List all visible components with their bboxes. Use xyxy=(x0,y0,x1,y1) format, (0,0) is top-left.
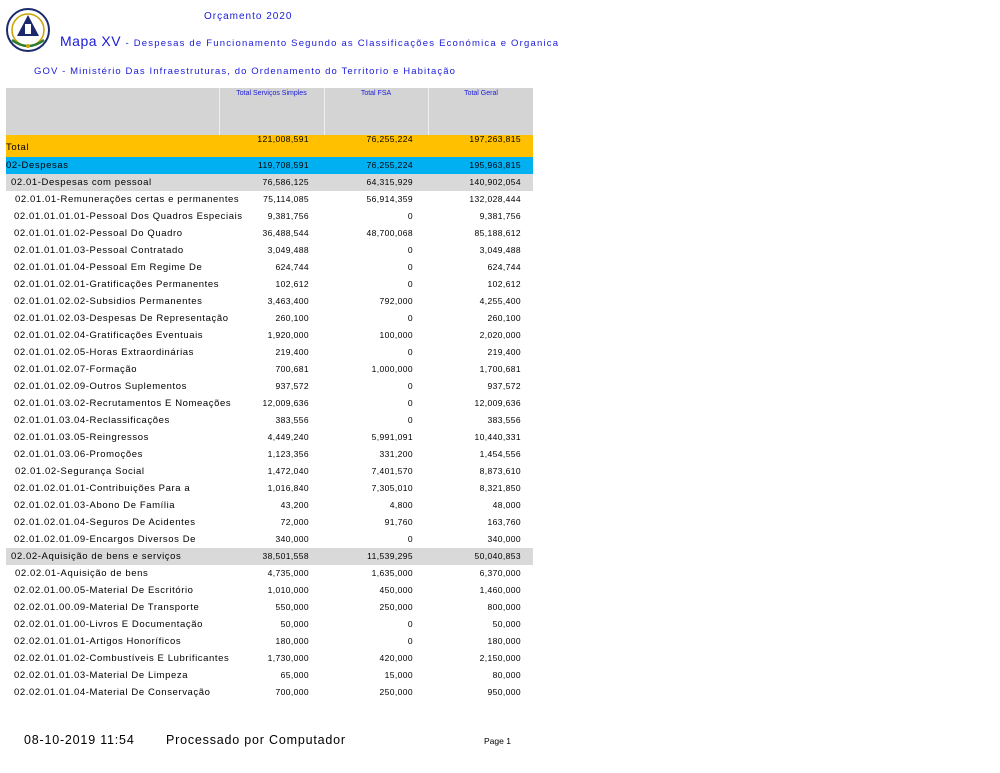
table-row xyxy=(6,135,533,157)
value-total-fsa: 1,635,000 xyxy=(371,568,413,578)
value-total-fsa: 0 xyxy=(407,398,413,408)
value-total-geral: 2,150,000 xyxy=(479,653,521,663)
value-total-servicos-simples: 1,472,040 xyxy=(267,466,309,476)
value-total-servicos-simples: 3,049,488 xyxy=(267,245,309,255)
value-total-fsa: 0 xyxy=(407,262,413,272)
row-label: 02.01.01.01.03-Pessoal Contratado xyxy=(14,245,184,256)
value-total-geral: 260,100 xyxy=(487,313,521,323)
value-total-fsa: 15,000 xyxy=(384,670,413,680)
table-row xyxy=(6,480,533,497)
value-total-geral: 937,572 xyxy=(487,381,521,391)
table-row xyxy=(6,276,533,293)
row-label: 02.01.01.02.02-Subsidios Permanentes xyxy=(14,296,203,307)
value-total-fsa: 0 xyxy=(407,279,413,289)
budget-table xyxy=(6,88,533,701)
table-row xyxy=(6,548,533,565)
value-total-fsa: 100,000 xyxy=(379,330,413,340)
value-total-servicos-simples: 4,449,240 xyxy=(267,432,309,442)
value-total-fsa: 331,200 xyxy=(379,449,413,459)
row-label: 02.01.01.02.07-Formação xyxy=(14,364,138,375)
row-label: 02.02.01.01.00-Livros E Documentação xyxy=(14,619,204,630)
value-total-geral: 48,000 xyxy=(492,500,521,510)
value-total-fsa: 4,800 xyxy=(389,500,413,510)
value-total-servicos-simples: 9,381,756 xyxy=(267,211,309,221)
value-total-fsa: 420,000 xyxy=(379,653,413,663)
value-total-geral: 163,760 xyxy=(487,517,521,527)
value-total-geral: 12,009,636 xyxy=(474,398,521,408)
footer-date: 08-10-2019 11:54 xyxy=(24,733,135,747)
value-total-fsa: 0 xyxy=(407,415,413,425)
value-total-fsa: 48,700,068 xyxy=(366,228,413,238)
value-total-geral: 1,454,556 xyxy=(479,449,521,459)
row-label: 02.01-Despesas com pessoal xyxy=(11,177,152,188)
value-total-geral: 8,321,850 xyxy=(479,483,521,493)
table-body xyxy=(6,135,533,701)
value-total-servicos-simples: 38,501,558 xyxy=(262,551,309,561)
row-label: 02.01.01.02.03-Despesas De Representação xyxy=(14,313,229,324)
value-total-servicos-simples: 260,100 xyxy=(275,313,309,323)
value-total-geral: 132,028,444 xyxy=(469,194,521,204)
row-label: 02.02.01.00.05-Material De Escritório xyxy=(14,585,194,596)
value-total-fsa: 0 xyxy=(407,534,413,544)
table-row xyxy=(6,514,533,531)
value-total-servicos-simples: 1,016,840 xyxy=(267,483,309,493)
value-total-fsa: 0 xyxy=(407,211,413,221)
row-label: 02.01.01.02.09-Outros Suplementos xyxy=(14,381,187,392)
footer-processed-note: Processado por Computador xyxy=(166,733,346,747)
value-total-geral: 197,263,815 xyxy=(469,134,521,144)
value-total-fsa: 56,914,359 xyxy=(366,194,413,204)
table-row xyxy=(6,650,533,667)
row-label: 02.01.01.01.01-Pessoal Dos Quadros Especiais xyxy=(14,211,243,222)
value-total-geral: 950,000 xyxy=(487,687,521,697)
value-total-servicos-simples: 219,400 xyxy=(275,347,309,357)
value-total-geral: 2,020,000 xyxy=(479,330,521,340)
table-row xyxy=(6,446,533,463)
value-total-servicos-simples: 1,123,356 xyxy=(267,449,309,459)
table-row xyxy=(6,259,533,276)
value-total-fsa: 7,305,010 xyxy=(371,483,413,493)
value-total-geral: 180,000 xyxy=(487,636,521,646)
column-header-total-fsa: Total FSA xyxy=(324,88,427,135)
value-total-fsa: 0 xyxy=(407,381,413,391)
value-total-fsa: 64,315,929 xyxy=(366,177,413,187)
value-total-fsa: 450,000 xyxy=(379,585,413,595)
value-total-geral: 10,440,331 xyxy=(474,432,521,442)
table-row xyxy=(6,378,533,395)
value-total-geral: 9,381,756 xyxy=(479,211,521,221)
value-total-servicos-simples: 36,488,544 xyxy=(262,228,309,238)
row-label: 02.02.01.01.01-Artigos Honoríficos xyxy=(14,636,182,647)
row-label: 02.01.01.02.01-Gratificações Permanentes xyxy=(14,279,220,290)
value-total-fsa: 0 xyxy=(407,245,413,255)
value-total-servicos-simples: 121,008,591 xyxy=(257,134,309,144)
table-row xyxy=(6,225,533,242)
value-total-geral: 800,000 xyxy=(487,602,521,612)
table-row xyxy=(6,208,533,225)
value-total-servicos-simples: 1,730,000 xyxy=(267,653,309,663)
value-total-fsa: 76,255,224 xyxy=(366,160,413,170)
value-total-geral: 50,000 xyxy=(492,619,521,629)
value-total-geral: 6,370,000 xyxy=(479,568,521,578)
row-label: 02.01.01.03.04-Reclassificações xyxy=(14,415,170,426)
column-header-total-servicos-simples: Total Serviços Simples xyxy=(219,88,323,135)
value-total-geral: 8,873,610 xyxy=(479,466,521,476)
value-total-geral: 383,556 xyxy=(487,415,521,425)
table-row xyxy=(6,310,533,327)
page-number: Page 1 xyxy=(484,736,511,746)
table-row xyxy=(6,429,533,446)
value-total-fsa: 250,000 xyxy=(379,687,413,697)
value-total-geral: 3,049,488 xyxy=(479,245,521,255)
table-row xyxy=(6,616,533,633)
value-total-servicos-simples: 383,556 xyxy=(275,415,309,425)
value-total-servicos-simples: 43,200 xyxy=(280,500,309,510)
value-total-geral: 85,188,612 xyxy=(474,228,521,238)
value-total-servicos-simples: 700,000 xyxy=(275,687,309,697)
table-row xyxy=(6,344,533,361)
value-total-servicos-simples: 550,000 xyxy=(275,602,309,612)
value-total-servicos-simples: 102,612 xyxy=(275,279,309,289)
table-row xyxy=(6,565,533,582)
ministry-name: GOV - Ministério Das Infraestruturas, do Ordenamento do Territorio e Habitação xyxy=(34,66,456,77)
national-emblem-icon xyxy=(4,6,52,54)
value-total-servicos-simples: 50,000 xyxy=(280,619,309,629)
value-total-fsa: 7,401,570 xyxy=(371,466,413,476)
row-label: 02.01.02.01.09-Encargos Diversos De xyxy=(14,534,197,545)
row-label: 02.01.01.03.02-Recrutamentos E Nomeações xyxy=(14,398,232,409)
table-row xyxy=(6,174,533,191)
value-total-fsa: 91,760 xyxy=(384,517,413,527)
value-total-servicos-simples: 1,920,000 xyxy=(267,330,309,340)
value-total-geral: 4,255,400 xyxy=(479,296,521,306)
table-row xyxy=(6,157,533,174)
value-total-fsa: 1,000,000 xyxy=(371,364,413,374)
value-total-servicos-simples: 12,009,636 xyxy=(262,398,309,408)
value-total-servicos-simples: 72,000 xyxy=(280,517,309,527)
value-total-servicos-simples: 119,708,591 xyxy=(257,160,309,170)
value-total-fsa: 792,000 xyxy=(379,296,413,306)
row-label: Total xyxy=(6,142,30,153)
row-label: 02.01.02-Segurança Social xyxy=(15,466,145,477)
table-row xyxy=(6,599,533,616)
value-total-servicos-simples: 65,000 xyxy=(280,670,309,680)
row-label: 02.02-Aquisição de bens e serviços xyxy=(11,551,182,562)
value-total-fsa: 0 xyxy=(407,636,413,646)
value-total-servicos-simples: 3,463,400 xyxy=(267,296,309,306)
table-row xyxy=(6,582,533,599)
value-total-servicos-simples: 340,000 xyxy=(275,534,309,544)
value-total-fsa: 76,255,224 xyxy=(366,134,413,144)
value-total-servicos-simples: 75,114,085 xyxy=(263,194,309,204)
value-total-servicos-simples: 1,010,000 xyxy=(267,585,309,595)
value-total-geral: 195,963,815 xyxy=(469,160,521,170)
map-heading xyxy=(60,33,559,51)
table-header xyxy=(6,88,533,135)
table-row xyxy=(6,242,533,259)
table-row xyxy=(6,327,533,344)
row-label: 02.02.01.01.03-Material De Limpeza xyxy=(14,670,189,681)
value-total-geral: 1,700,681 xyxy=(479,364,521,374)
value-total-servicos-simples: 76,586,125 xyxy=(262,177,309,187)
table-row xyxy=(6,191,533,208)
row-label: 02.02.01.01.04-Material De Conservação xyxy=(14,687,211,698)
value-total-geral: 80,000 xyxy=(492,670,521,680)
value-total-fsa: 0 xyxy=(407,313,413,323)
value-total-fsa: 0 xyxy=(407,347,413,357)
column-header-total-geral: Total Geral xyxy=(428,88,533,135)
value-total-geral: 624,744 xyxy=(487,262,521,272)
table-row xyxy=(6,531,533,548)
table-row xyxy=(6,293,533,310)
table-row xyxy=(6,667,533,684)
value-total-geral: 1,460,000 xyxy=(479,585,521,595)
row-label: 02.01.02.01.04-Seguros De Acidentes xyxy=(14,517,196,528)
row-label: 02.01.01.01.02-Pessoal Do Quadro xyxy=(14,228,183,239)
row-label: 02.01.01-Remunerações certas e permanentes xyxy=(15,194,240,205)
map-description: - Despesas de Funcionamento Segundo as Classificações Económica e Organica xyxy=(125,38,560,49)
table-row xyxy=(6,684,533,701)
row-label: 02.01.01.03.05-Reingressos xyxy=(14,432,149,443)
row-label: 02.01.02.01.01-Contribuições Para a xyxy=(14,483,191,494)
value-total-fsa: 250,000 xyxy=(379,602,413,612)
value-total-geral: 219,400 xyxy=(487,347,521,357)
row-label: 02-Despesas xyxy=(6,160,69,171)
row-label: 02.02.01-Aquisição de bens xyxy=(15,568,149,579)
table-row xyxy=(6,412,533,429)
map-label: Mapa XV xyxy=(60,33,122,49)
table-row xyxy=(6,497,533,514)
row-label: 02.02.01.00.09-Material De Transporte xyxy=(14,602,200,613)
table-row xyxy=(6,361,533,378)
value-total-geral: 140,902,054 xyxy=(469,177,521,187)
value-total-geral: 340,000 xyxy=(487,534,521,544)
value-total-servicos-simples: 4,735,000 xyxy=(267,568,309,578)
report-title: Orçamento 2020 xyxy=(204,11,293,22)
table-row xyxy=(6,463,533,480)
row-label: 02.01.01.01.04-Pessoal Em Regime De xyxy=(14,262,203,273)
value-total-geral: 50,040,853 xyxy=(474,551,521,561)
table-row xyxy=(6,395,533,412)
row-label: 02.01.01.03.06-Promoções xyxy=(14,449,144,460)
row-label: 02.01.02.01.03-Abono De Família xyxy=(14,500,176,511)
value-total-servicos-simples: 937,572 xyxy=(275,381,309,391)
value-total-fsa: 5,991,091 xyxy=(371,432,413,442)
table-row xyxy=(6,633,533,650)
value-total-fsa: 0 xyxy=(407,619,413,629)
row-label: 02.01.01.02.05-Horas Extraordinárias xyxy=(14,347,195,358)
value-total-geral: 102,612 xyxy=(487,279,521,289)
row-label: 02.02.01.01.02-Combustíveis E Lubrificantes xyxy=(14,653,230,664)
value-total-fsa: 11,539,295 xyxy=(367,551,413,561)
value-total-servicos-simples: 624,744 xyxy=(275,262,309,272)
row-label: 02.01.01.02.04-Gratificações Eventuais xyxy=(14,330,204,341)
value-total-servicos-simples: 700,681 xyxy=(275,364,309,374)
value-total-servicos-simples: 180,000 xyxy=(275,636,309,646)
